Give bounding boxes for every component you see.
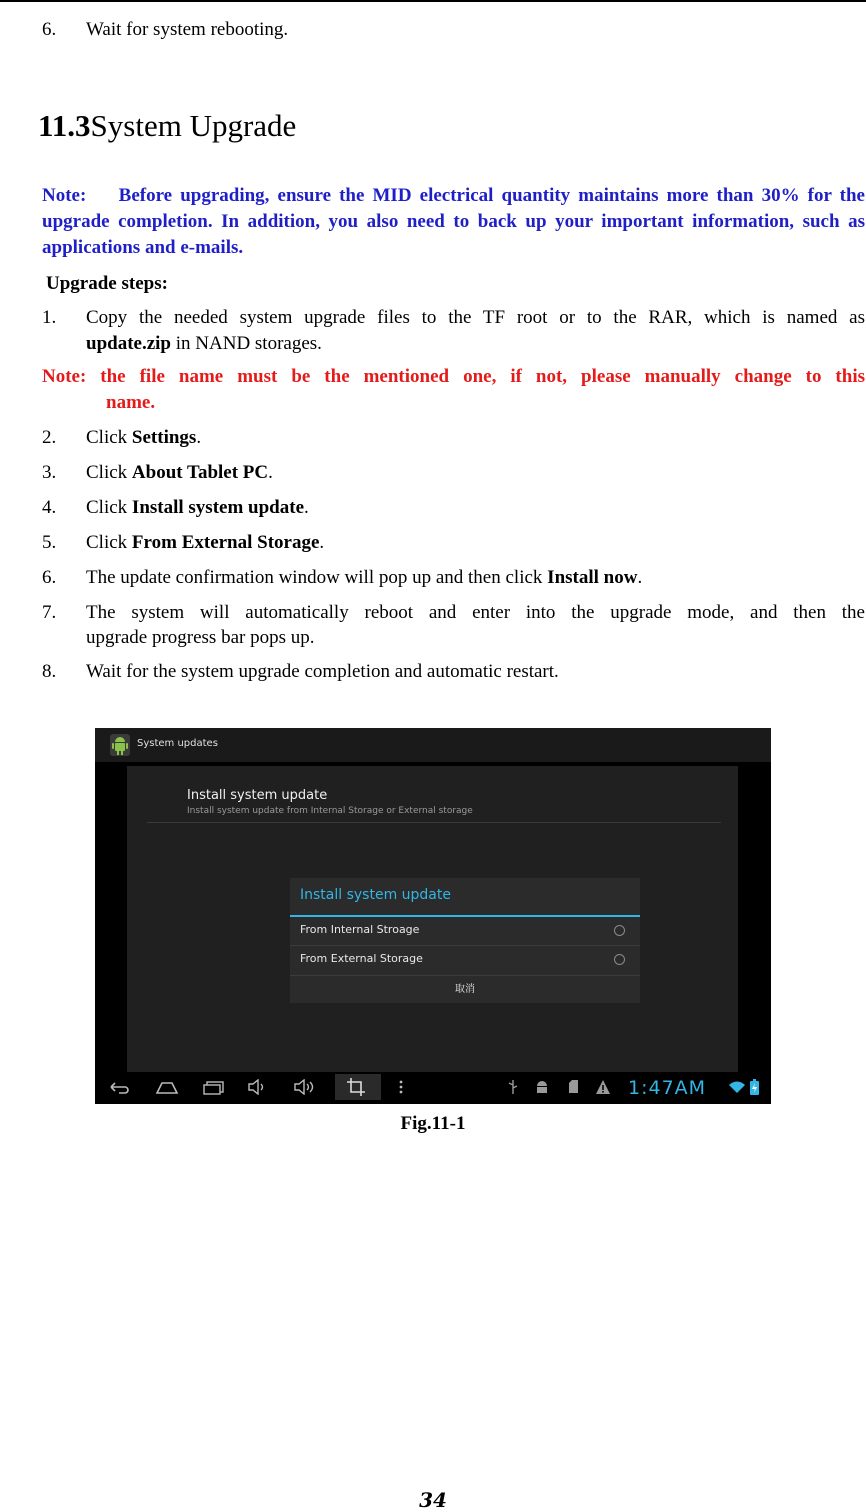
step-number: 6. <box>42 19 57 40</box>
step-number: 1. <box>42 307 57 328</box>
home-icon[interactable] <box>155 1079 179 1095</box>
section-heading <box>38 106 296 146</box>
step-text-end: . <box>637 567 643 588</box>
dialog-title-divider <box>290 915 640 917</box>
step-number: 6. <box>42 567 57 588</box>
android-debug-icon <box>535 1079 549 1095</box>
step-bold: Install now <box>547 567 638 588</box>
step-number: 5. <box>42 532 57 553</box>
option-label: From Internal Stroage <box>300 923 420 936</box>
volume-up-icon[interactable] <box>293 1079 319 1095</box>
page-number: 34 <box>419 1488 447 1512</box>
step-text-end: . <box>268 462 273 483</box>
android-robot-icon <box>109 733 131 757</box>
install-dialog <box>290 878 640 1003</box>
warning-icon <box>595 1079 611 1095</box>
note-red-line2: name. <box>106 392 156 413</box>
radio-button[interactable] <box>614 954 625 965</box>
step-text: Copy the needed system upgrade files to the TF root or to the RAR, which is named as <box>86 307 865 328</box>
step-number: 7. <box>42 602 57 623</box>
step-text: Click <box>86 427 132 448</box>
note-red-line1: Note: the file name must be the mentioned one, if not, please manually change to this <box>42 366 865 387</box>
screenshot-icon[interactable] <box>346 1077 366 1097</box>
figure-caption: Fig.11-1 <box>400 1113 466 1134</box>
pref-summary: Install system update from Internal Storage or External storage <box>187 806 473 816</box>
divider <box>147 822 721 823</box>
section-title: System Upgrade <box>90 108 297 143</box>
step-number: 8. <box>42 661 57 682</box>
step-bold: Install system update <box>131 497 304 518</box>
step-text-end: in NAND storages. <box>171 333 322 354</box>
app-title: System updates <box>137 738 218 749</box>
back-icon[interactable] <box>107 1079 129 1095</box>
step-bold: From External Storage <box>131 532 320 553</box>
radio-button[interactable] <box>614 925 625 936</box>
action-bar <box>95 728 771 762</box>
step-text-end: . <box>319 532 325 553</box>
status-clock: 1:47AM <box>628 1077 707 1099</box>
section-number: 11.3 <box>38 108 91 143</box>
install-system-update-pref[interactable]: Install system update <box>187 788 328 803</box>
top-rule <box>0 0 866 2</box>
volume-down-icon[interactable] <box>247 1079 269 1095</box>
tablet-screenshot <box>95 728 771 1104</box>
dialog-title: Install system update <box>300 887 451 903</box>
usb-icon <box>507 1079 519 1095</box>
sd-card-icon <box>567 1079 579 1095</box>
step-text-end: . <box>304 497 309 518</box>
step-text: The system will automatically reboot and enter into the upgrade mode, and then the <box>86 602 865 623</box>
step-text-end: . <box>196 427 202 448</box>
settings-panel <box>127 766 738 1072</box>
wifi-icon <box>729 1081 745 1093</box>
step-bold: About Tablet PC <box>131 462 269 483</box>
step-text: The update confirmation window will pop up and then click <box>86 567 548 588</box>
navigation-bar <box>95 1072 771 1104</box>
recent-apps-icon[interactable] <box>203 1079 225 1095</box>
battery-icon <box>750 1079 759 1095</box>
step-text: Click <box>86 532 132 553</box>
upgrade-steps-label: Upgrade steps: <box>46 273 168 294</box>
row-divider <box>290 945 640 946</box>
step-text: upgrade progress bar pops up. <box>86 627 315 648</box>
step-number: 3. <box>42 462 57 483</box>
step-text: Wait for system rebooting. <box>86 19 289 40</box>
step-number: 4. <box>42 497 57 518</box>
option-label: From External Storage <box>300 952 423 965</box>
note-label: Note: <box>42 185 87 206</box>
note-red <box>42 364 865 416</box>
step-text: Click <box>86 462 132 483</box>
step-text: Click <box>86 497 132 518</box>
step-bold: Settings <box>131 427 197 448</box>
step-text: Wait for the system upgrade completion and automatic restart. <box>86 661 559 682</box>
menu-dots-icon[interactable] <box>398 1079 404 1095</box>
step-number: 2. <box>42 427 57 448</box>
step-bold: update.zip <box>86 333 171 354</box>
cancel-button[interactable]: 取消 <box>455 984 475 995</box>
note-text: Before upgrading, ensure the MID electrical quantity maintains more than 30% for the upgrade completion. In addition, you also need to back up your important information, such as applications and e-mails. <box>42 185 865 258</box>
note-blue <box>42 183 865 261</box>
